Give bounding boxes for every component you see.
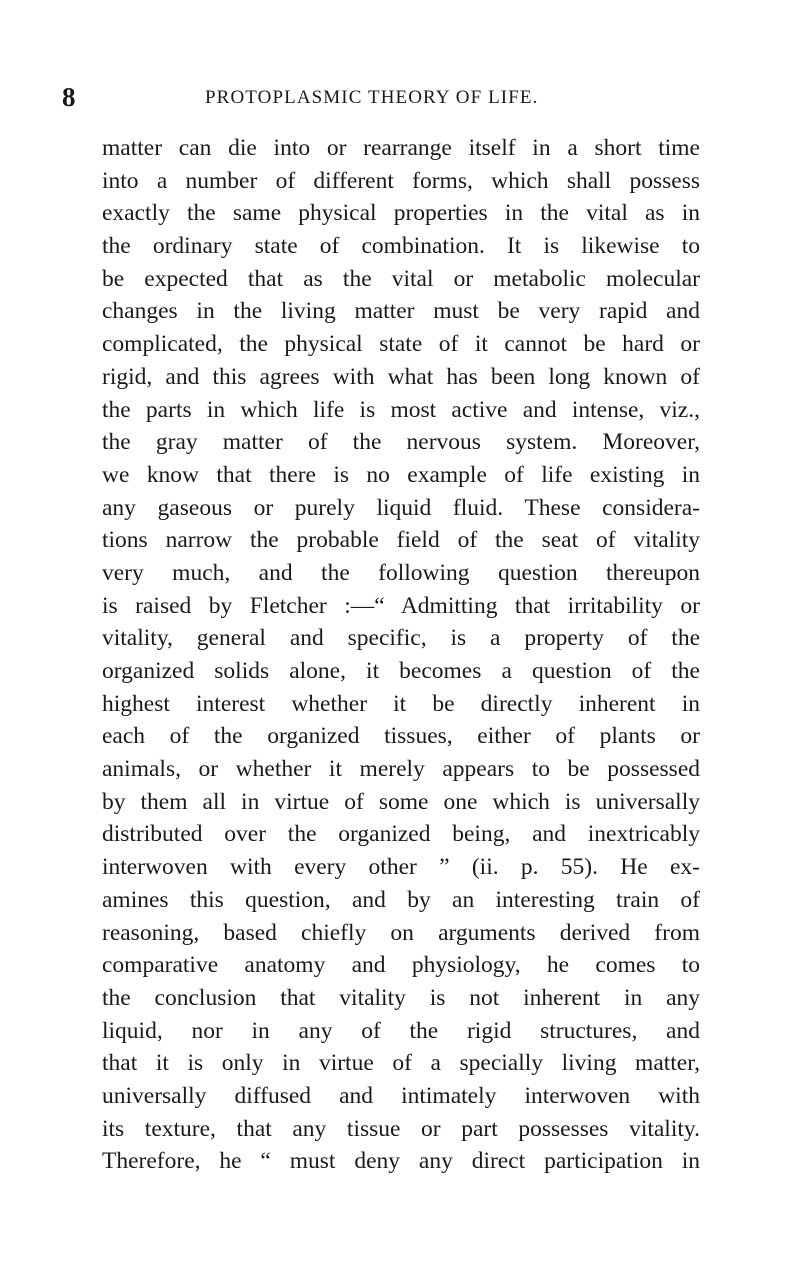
text-line: into a number of different forms, which shall possess [102, 167, 700, 194]
text-line: the parts in which life is most active and intense, viz., [102, 396, 700, 423]
text-line: the conclusion that vitality is not inherent in any [102, 984, 700, 1011]
body-text [102, 132, 700, 1178]
text-line: rigid, and this agrees with what has been long known of [102, 363, 700, 390]
text-line: each of the organized tissues, either of plants or [102, 723, 700, 750]
page-number: 8 [62, 82, 76, 112]
text-line: distributed over the organized being, and inextricably [102, 821, 700, 848]
running-head [62, 82, 702, 112]
text-line: is raised by Fletcher :—“ Admitting that irritability or [102, 592, 700, 619]
text-line: be expected that as the vital or metabolic molecular [102, 265, 700, 292]
text-line: tions narrow the probable field of the seat of vitality [102, 527, 700, 554]
text-line: liquid, nor in any of the rigid structures, and [102, 1017, 700, 1044]
text-line: by them all in virtue of some one which is universally [102, 788, 700, 815]
text-line: Therefore, he “ must deny any direct participation in [102, 1148, 700, 1175]
text-line: universally diffused and intimately interwoven with [102, 1082, 700, 1109]
text-line: its texture, that any tissue or part possesses vitality. [102, 1115, 700, 1142]
text-line: any gaseous or purely liquid fluid. These considera- [102, 494, 700, 521]
text-line: the gray matter of the nervous system. Moreover, [102, 429, 700, 456]
text-line: reasoning, based chiefly on arguments derived from [102, 919, 700, 946]
text-line: matter can die into or rearrange itself in a short time [102, 135, 700, 161]
text-line: organized solids alone, it becomes a question of the [102, 658, 700, 684]
text-line: exactly the same physical properties in the vital as in [102, 200, 700, 227]
text-line: comparative anatomy and physiology, he comes to [102, 952, 700, 979]
text-line: changes in the living matter must be very rapid and [102, 298, 700, 325]
running-title: PROTOPLASMIC THEORY OF LIFE. [205, 87, 539, 108]
text-line: vitality, general and specific, is a property of the [102, 625, 700, 652]
text-line: we know that there is no example of life existing in [102, 461, 700, 488]
text-line: the ordinary state of combination. It is likewise to [102, 233, 700, 260]
text-line: amines this question, and by an interesting train of [102, 886, 700, 913]
text-line: animals, or whether it merely appears to be possessed [102, 756, 700, 783]
text-line: very much, and the following question thereupon [102, 559, 700, 586]
text-line: complicated, the physical state of it cannot be hard or [102, 331, 700, 358]
text-line: interwoven with every other ” (ii. p. 55). He ex- [102, 854, 700, 881]
text-line: highest interest whether it be directly inherent in [102, 690, 700, 717]
text-line: that it is only in virtue of a specially living matter, [102, 1050, 700, 1077]
